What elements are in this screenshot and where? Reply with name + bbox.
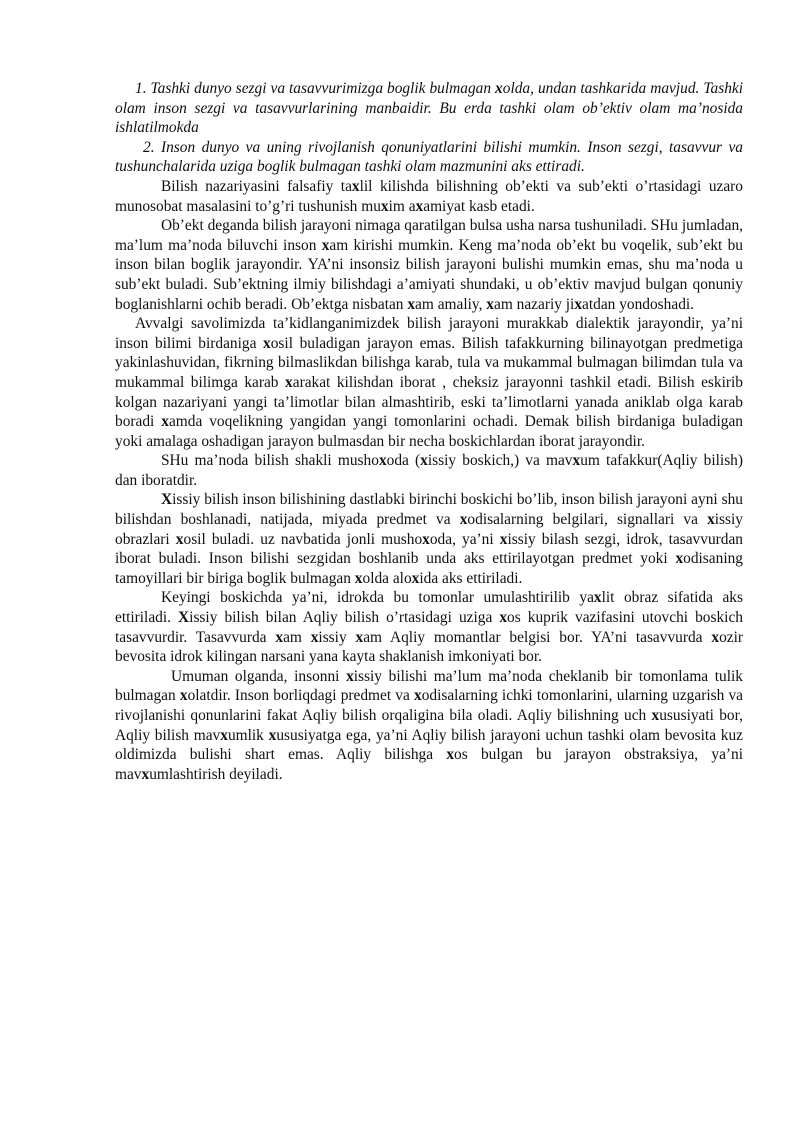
paragraph-8: Keyingi boskichda ya’ni, idrokda bu tomonlar umulashtirilib yaxlit obraz sifatida aks ettiriladi. Xissiy bilish bilan Aqliy bilish o’rtasidagi uziga xos kuprik vazifasini utovchi boskich tasavvurdir. Tasavvurda xam xissiy xam Aqliy momantlar belgisi bor. YA’ni tasavvurda xozir bevosita idrok kilingan narsani yana kayta shaklanish imkoniyati bor. xyxy=(115,589,743,666)
bold-letter: x xyxy=(351,177,360,195)
paragraph-3: Bilish nazariyasini falsafiy taxlil kilishda bilishning ob’ekti va sub’ekti o’rtasidagi uzaro munosobat masalasini to’g’ri tushunish muxim axamiyat kasb etadi. xyxy=(115,177,744,215)
bold-letter: x xyxy=(675,550,684,568)
bold-letter: x xyxy=(711,628,720,646)
paragraph-4: Ob’ekt deganda bilish jarayoni nimaga qaratilgan bulsa usha narsa tushuniladi. SHu jumladan, ma’lum ma’noda biluvchi inson xam kirishi mumkin. Keng ma’noda ob’ekt bu voqelik, sub’ekt bu inson bilan boglik jarayondir. YA’ni insonsiz bilish jarayoni bulishi mumkin emas, shu ma’noda u sub’ekt buladi. Sub’ektning ilmiy bilishdagi a’amiyati shundaki, u ob’ektiv mavjud bulgan qonuniy boglanishlarni ochib beradi. Ob’ektga nisbatan xam amaliy, xam nazariy jixatdan yondoshadi. xyxy=(115,217,743,313)
bold-letter: x xyxy=(263,334,271,352)
bold-letter: x xyxy=(459,511,468,529)
paragraph-5: Avvalgi savolimizda ta’kidlanganimizdek bilish jarayoni murakkab dialektik jarayondir, ya’ni inson bilimi birdaniga xosil buladigan jarayon emas. Bilish tafakkurning bilinayotgan predmetiga yakinlashuvidan, fikrning bilmaslikdan bilishga karab, tula va mukammal bulmagan bilimdan tula va mukammal bilimga karab xarakat kilishdan iborat , cheksiz jarayonni tashkil etadi. Bilish eskirib kolgan nazariyani yangi ta’limotlar bilan almashtirib, eski ta’limotlarni yanada aniklab olga karab boradi xamda voqelikning yangidan yangi tomonlarini ochadi. Demak bilish birdaniga buladigan yoki amalaga oshadigan jarayon bulmasdan bir necha boskichlardan iborat jarayondir. xyxy=(115,315,744,450)
bold-letter: x xyxy=(175,530,184,548)
bold-letter: x xyxy=(161,413,169,431)
paragraph-2: 2. Inson dunyo va uning rivojlanish qonuniyatlarini bilishi mumkin. Inson sezgi, tasavvur va tushunchalarida uziga boglik bulmagan tashki olam mazmunini aks ettiradi. xyxy=(115,138,743,176)
bold-letter: x xyxy=(422,530,430,548)
paragraph-7: Xissiy bilish inson bilishining dastlabki birinchi boskichi bo’lib, inson bilish jarayoni ayni shu bilishdan boshlanadi, natijada, miyada predmet va xodisalarning belgilari, signallari va xissiy obrazlari xosil buladi. uz navbatida jonli mushoxoda, ya’ni xissiy bilash sezgi, idrok, tasavvurdan iborat buladi. Inson bilishi sezgidan boshlanib unda aks ettirilayotgan predmet yoki xodisaning tamoyillari bir biriga boglik bulmagan xolda aloxida aks ettiriladi. xyxy=(115,491,743,587)
bold-letter: x xyxy=(275,628,284,646)
bold-letter: x xyxy=(486,295,494,313)
paragraph-9: Umuman olganda, insonni xissiy bilishi ma’lum ma’noda cheklanib bir tomonlama tulik bulmagan xolatdir. Inson borliqdagi predmet va xodisalarning ichki tomonlarini, ularning uzgarish va rivojlanishi qonunlarini fakat Aqliy bilish orqaligina bila oladi. Aqliy bilishning uch xususiyati bor, Aqliy bilish mavxumlik xususiyatga ega, ya’ni Aqliy bilish jarayoni uchun tashki olam bevosita kuz oldimizda bulishi shart emas. Aqliy bilishga xos bulgan bu jarayon obstraksiya, ya’ni mavxumlashtirish deyiladi. xyxy=(115,667,743,783)
bold-letter: x xyxy=(574,295,583,313)
bold-letter: x xyxy=(380,197,389,215)
bold-letter: x xyxy=(420,452,428,470)
bold-letter: x xyxy=(285,373,293,391)
bold-letter: x xyxy=(707,511,715,529)
bold-letter: x xyxy=(355,628,364,646)
bold-letter: x xyxy=(378,452,387,470)
document-page xyxy=(115,79,743,784)
bold-letter: x xyxy=(413,687,422,705)
bold-letter: x xyxy=(499,530,508,548)
bold-letter: x xyxy=(499,609,508,627)
bold-letter: x xyxy=(268,726,277,744)
bold-letter: x xyxy=(651,707,660,724)
bold-letter: x xyxy=(593,589,602,607)
bold-letter: x xyxy=(572,452,581,470)
bold-letter: x xyxy=(415,197,424,215)
bold-letter: X xyxy=(178,609,190,627)
bold-letter: x xyxy=(220,726,228,744)
bold-letter: x xyxy=(310,628,319,646)
paragraph-6: SHu ma’noda bilish shakli mushoxoda (xissiy boskich,) va mavxum tafakkur(Aqliy bilish) dan iboratdir. xyxy=(115,452,744,489)
paragraph-1: 1. Tashki dunyo sezgi va tasavvurimizga boglik bulmagan xolda, undan tashkarida mavjud. Tashki olam inson sezgi va tasavvurlarining manbaidir. Bu erda tashki olam ob’ektiv olam ma’nosida ishlatilmokda xyxy=(115,80,743,137)
bold-letter: x xyxy=(179,687,188,705)
bold-letter: X xyxy=(161,491,173,509)
bold-letter: x xyxy=(141,765,150,783)
bold-letter: x xyxy=(407,295,416,313)
bold-letter: x xyxy=(495,80,503,97)
bold-letter: x xyxy=(321,236,330,254)
bold-letter: x xyxy=(354,569,363,587)
bold-letter: x xyxy=(411,569,420,587)
bold-letter: x xyxy=(446,746,455,764)
bold-letter: x xyxy=(346,667,354,685)
